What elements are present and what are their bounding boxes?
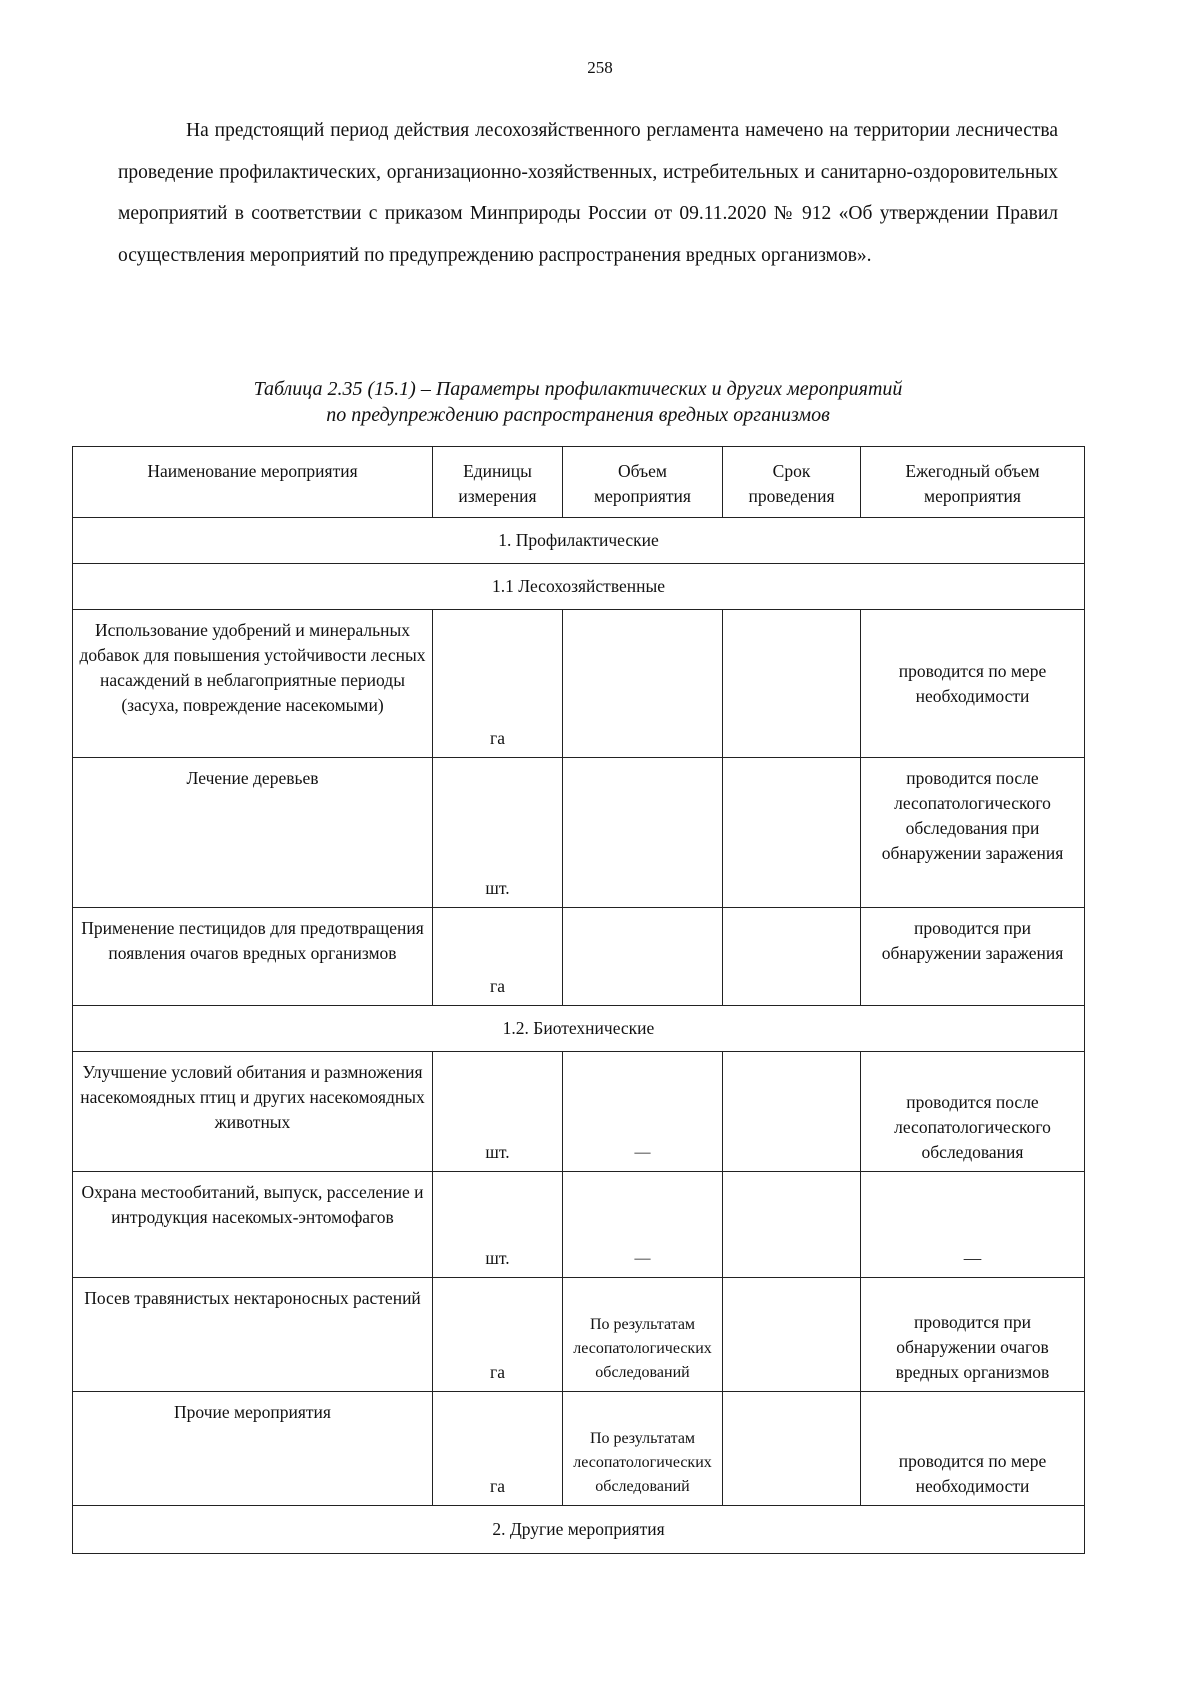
cell-annual: проводится по мере необходимости [861,1392,1085,1506]
cell-volume: По результатам лесопатологических обследований [563,1392,723,1506]
cell-annual: проводится после лесопатологического обследования [861,1052,1085,1172]
header-volume: Объем мероприятия [563,447,723,518]
cell-volume: По результатам лесопатологических обследований [563,1278,723,1392]
cell-name: Применение пестицидов для предотвращения появления очагов вредных организмов [73,908,433,1006]
table-row [73,1392,1085,1506]
table-caption [72,376,1084,428]
cell-annual: — [861,1172,1085,1278]
cell-volume: — [563,1052,723,1172]
cell-term [723,1278,861,1392]
cell-term [723,1172,861,1278]
cell-name: Посев травянистых нектароносных растений [73,1278,433,1392]
cell-volume: — [563,1172,723,1278]
cell-unit: га [433,908,563,1006]
section-title: 1.1 Лесохозяйственные [73,564,1085,610]
cell-unit: шт. [433,1052,563,1172]
cell-annual: проводится по мере необходимости [861,610,1085,758]
cell-unit: га [433,1278,563,1392]
cell-volume [563,610,723,758]
section-row [73,518,1085,564]
header-unit: Единицы измерения [433,447,563,518]
section-title: 1. Профилактические [73,518,1085,564]
table-row [73,1278,1085,1392]
cell-term [723,758,861,908]
header-name: Наименование мероприятия [73,447,433,518]
header-term: Срок проведения [723,447,861,518]
table-header-row [73,447,1085,518]
cell-unit: шт. [433,758,563,908]
cell-name: Улучшение условий обитания и размножения насекомоядных птиц и других насекомоядных животных [73,1052,433,1172]
table-caption-line-2: по предупреждению распространения вредных организмов [326,404,830,426]
cell-annual: проводится после лесопатологического обследования при обнаружении заражения [861,758,1085,908]
page-number: 258 [587,58,613,77]
section-row [73,1006,1085,1052]
section-row [73,564,1085,610]
section-row [73,1506,1085,1554]
cell-name: Охрана местообитаний, выпуск, расселение и интродукция насекомых-энтомофагов [73,1172,433,1278]
table-caption-line-1: Таблица 2.35 (15.1) – Параметры профилактических и других мероприятий [253,378,903,400]
cell-name: Лечение деревьев [73,758,433,908]
cell-annual: проводится при обнаружении заражения [861,908,1085,1006]
cell-volume [563,908,723,1006]
table-row [73,610,1085,758]
cell-unit: га [433,610,563,758]
table-row [73,908,1085,1006]
cell-volume [563,758,723,908]
table-row [73,1172,1085,1278]
cell-unit: шт. [433,1172,563,1278]
cell-term [723,908,861,1006]
table-row [73,758,1085,908]
cell-term [723,610,861,758]
cell-annual: проводится при обнаружении очагов вредных организмов [861,1278,1085,1392]
measures-table [72,446,1085,1554]
section-title: 2. Другие мероприятия [73,1506,1085,1554]
cell-name: Использование удобрений и минеральных добавок для повышения устойчивости лесных насаждений в неблагоприятные периоды (засуха, повреждение насекомыми) [73,610,433,758]
cell-term [723,1052,861,1172]
cell-unit: га [433,1392,563,1506]
table-row [73,1052,1085,1172]
section-title: 1.2. Биотехнические [73,1006,1085,1052]
intro-paragraph: На предстоящий период действия лесохозяйственного регламента намечено на территории лесничества проведение профилактических, организационно-хозяйственных, истребительных и санитарно-оздоровительных мероприятий в соответствии с приказом Минприроды России от 09.11.2020 № 912 «Об утверждении Правил осуществления мероприятий по предупреждению распространения вредных организмов». [118,120,1058,266]
cell-term [723,1392,861,1506]
cell-name: Прочие мероприятия [73,1392,433,1506]
header-annual: Ежегодный объем мероприятия [861,447,1085,518]
